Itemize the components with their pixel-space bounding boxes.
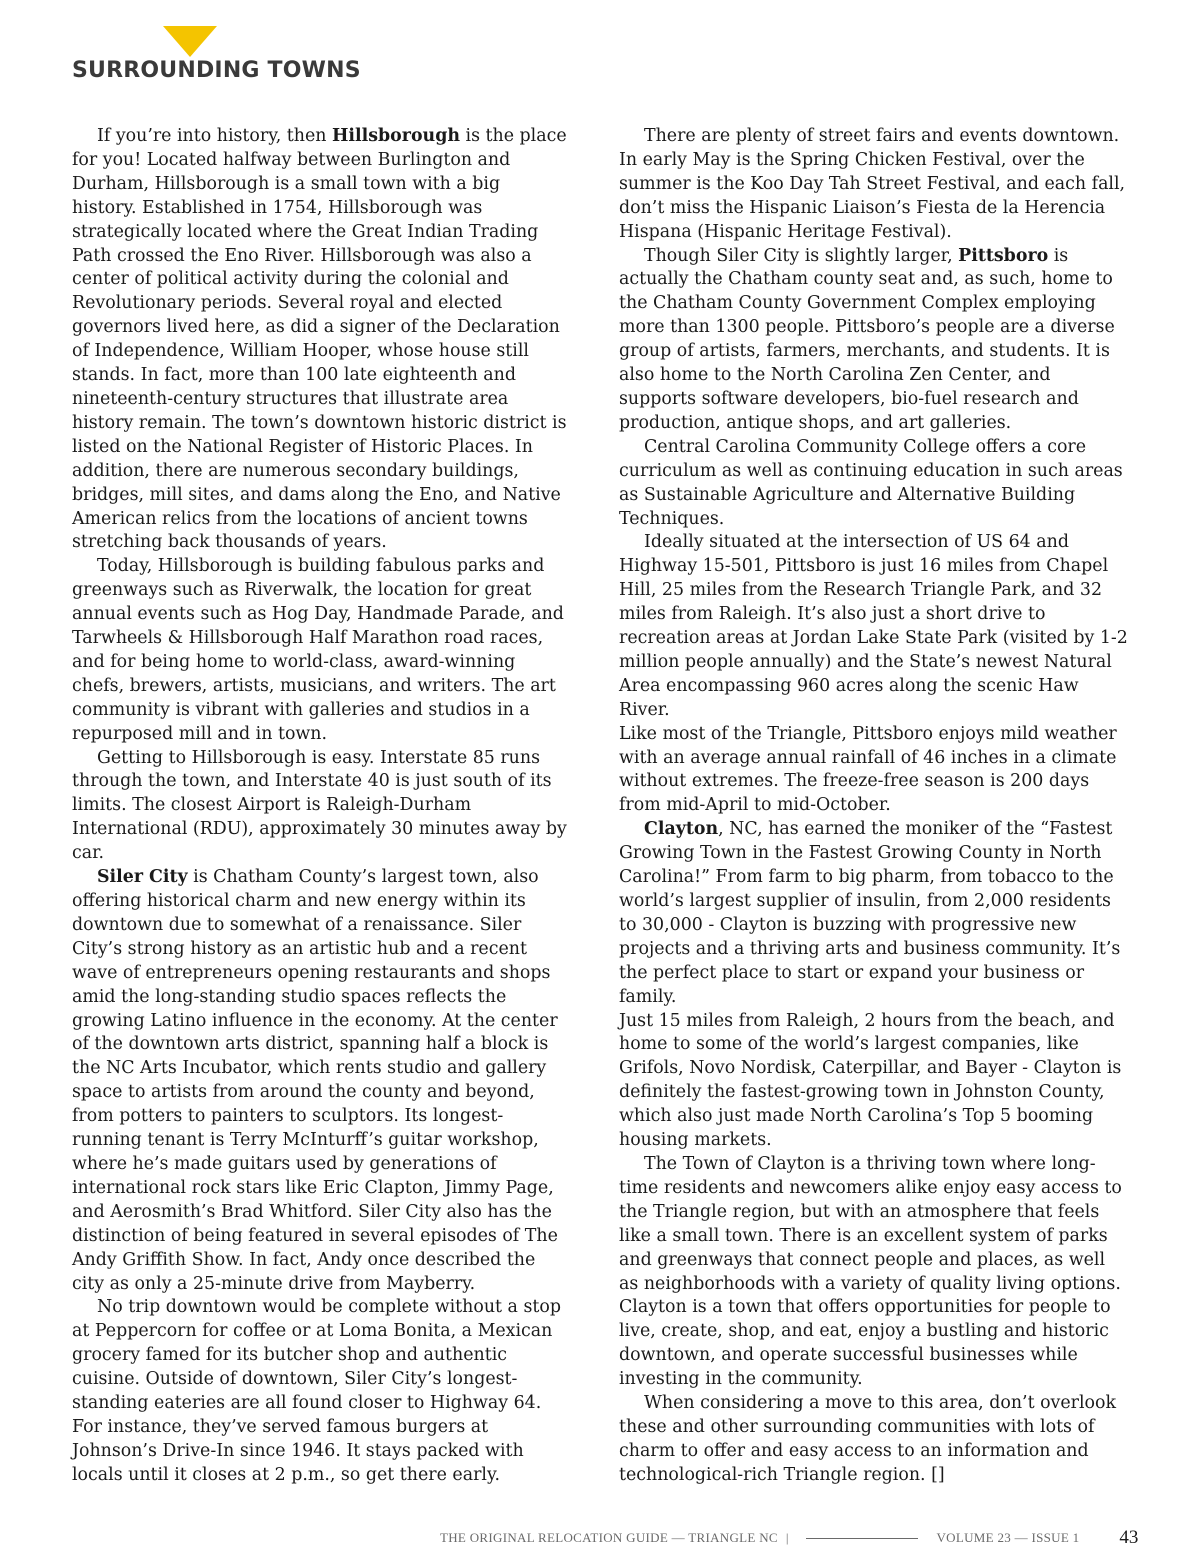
footer-volume: VOLUME 23 — ISSUE 1 <box>936 1530 1080 1545</box>
paragraph-hillsborough-access: Getting to Hillsborough is easy. Interstate 85 runs through the town, and Interstate 40 is just south of its limits. The closest Airport is Raleigh-Durham International (RDU), approximately 30 minutes away by car. <box>72 747 567 864</box>
paragraph-hillsborough-intro: If you’re into history, then Hillsborough is the place for you! Located halfway between Burlington and Durham, Hillsborough is a small town with a big history. Established in 1754, Hillsborough was strategically located where the Great Indian Trading Path crossed the Eno River. Hillsborough was also a center of political activity during the colonial and Revolutionary periods. Several royal and elected governors lived here, as did a signer of the Declaration of Independence, William Hooper, whose house still stands. In fact, more than 100 late eighteenth and nineteenth-century structures that illustrate area history remain. The town’s downtown historic district is listed on the National Register of Historic Places. In addition, there are numerous secondary buildings, bridges, mill sites, and dams along the Eno, and Native American relics from the locations of ancient towns stretching back thousands of years. <box>72 126 567 553</box>
page-number: 43 <box>1119 1527 1139 1548</box>
paragraph-hillsborough-parks: Today, Hillsborough is building fabulous parks and greenways such as Riverwalk, the location for great annual events such as Hog Day, Handmade Parade, and Tarwheels & Hillsborough Half Marathon road races, and for being home to world-class, award-winning chefs, brewers, artists, musicians, and writers. The art community is vibrant with galleries and studios in a repurposed mill and in town. <box>72 556 564 744</box>
right-column <box>619 125 1129 1488</box>
paragraph-pittsboro-weather: Like most of the Triangle, Pittsboro enjoys mild weather with an average annual rainfall of 46 inches in a climate without extremes. The freeze-free season is 200 days from mid-April to mid-October. <box>619 723 1117 816</box>
paragraph-pittsboro-intro: Though Siler City is slightly larger, Pittsboro is actually the Chatham county seat and, as such, home to the Chatham County Government Complex employing more than 1300 people. Pittsboro’s people are a diverse group of artists, farmers, merchants, and students. It is also home to the North Carolina Zen Center, and supports software developers, bio-fuel research and production, antique shops, and art galleries. <box>619 245 1115 433</box>
footer-separator: | <box>785 1530 789 1545</box>
town-name-clayton: Clayton <box>644 819 719 840</box>
page-footer <box>440 1527 1160 1549</box>
section-title: SURROUNDING TOWNS <box>72 58 361 83</box>
paragraph-siler-city-events: There are plenty of street fairs and events downtown. In early May is the Spring Chicken Festival, over the summer is the Koo Day Tah Street Festival, and each fall, don’t miss the Hispanic Liaison’s Fiesta de la Herencia Hispana (Hispanic Heritage Festival). <box>619 126 1126 242</box>
footer-rule <box>806 1538 918 1539</box>
paragraph-pittsboro-location: Ideally situated at the intersection of US 64 and Highway 15-501, Pittsboro is just 16 miles from Chapel Hill, 25 miles from the Research Triangle Park, and 32 miles from Raleigh. It’s also just a short drive to recreation areas at Jordan Lake State Park (visited by 1-2 million people annually) and the State’s newest Natural Area encompassing 960 acres along the scenic Haw River. <box>619 532 1128 720</box>
section-marker-triangle <box>163 26 217 57</box>
paragraph-pittsboro-college: Central Carolina Community College offers a core curriculum as well as continuing education in such areas as Sustainable Agriculture and Alternative Building Techniques. <box>619 436 1123 529</box>
footer-publication: THE ORIGINAL RELOCATION GUIDE — TRIANGLE NC <box>440 1530 778 1545</box>
town-name-siler-city: Siler City <box>97 867 188 888</box>
left-column <box>72 125 568 1488</box>
paragraph-siler-city-dining: No trip downtown would be complete without a stop at Peppercorn for coffee or at Loma Bonita, a Mexican grocery famed for its butcher shop and authentic cuisine. Outside of downtown, Siler City’s longest-standing eateries are all found closer to Highway 64. For instance, they’ve served famous burgers at Johnson’s Drive-In since 1946. It stays packed with locals until it closes at 2 p.m., so get there early. <box>72 1297 561 1485</box>
town-name-hillsborough: Hillsborough <box>331 126 460 146</box>
paragraph-closing: When considering a move to this area, don’t overlook these and other surrounding communities with lots of charm to offer and easy access to an information and technological-rich Triangle region. [] <box>619 1393 1117 1485</box>
town-name-pittsboro: Pittsboro <box>958 245 1049 266</box>
paragraph-siler-city-intro: Siler City is Chatham County’s largest town, also offering historical charm and new energy within its downtown due to somewhat of a renaissance. Siler City’s strong history as an artistic hub and a recent wave of entrepreneurs opening restaurants and shops amid the long-standing studio spaces reflects the growing Latino influence in the economy. At the center of the downtown arts district, spanning half a block is the NC Arts Incubator, which rents studio and gallery space to artists from around the county and beyond, from potters to painters to sculptors. Its longest-running tenant is Terry McInturff’s guitar workshop, where he’s made guitars used by generations of international rock stars like Eric Clapton, Jimmy Page, and Aerosmith’s Brad Whitford. Siler City also has the distinction of being featured in several episodes of The Andy Griffith Show. In fact, Andy once described the city as only a 25-minute drive from Mayberry. <box>72 867 558 1294</box>
paragraph-clayton-location: Just 15 miles from Raleigh, 2 hours from the beach, and home to some of the world’s largest companies, like Grifols, Novo Nordisk, Caterpillar, and Bayer - Clayton is definitely the fastest-growing town in Johnston County, which also just made North Carolina’s Top 5 booming housing markets. <box>619 1010 1122 1151</box>
paragraph-clayton-community: The Town of Clayton is a thriving town where long-time residents and newcomers alike enjoy easy access to the Triangle region, but with an atmosphere that feels like a small town. There is an excellent system of parks and greenways that connect people and places, as well as neighborhoods with a variety of quality living options. Clayton is a town that offers opportunities for people to live, create, shop, and eat, enjoy a bustling and historic downtown, and operate successful businesses while investing in the community. <box>619 1153 1122 1390</box>
paragraph-clayton-intro: Clayton, NC, has earned the moniker of the “Fastest Growing Town in the Fastest Growing County in North Carolina!” From farm to big pharm, from tobacco to the world’s largest supplier of insulin, from 2,000 residents to 30,000 - Clayton is buzzing with progressive new projects and a thriving arts and business community. It’s the perfect place to start or expand your business or family. <box>619 819 1121 1007</box>
